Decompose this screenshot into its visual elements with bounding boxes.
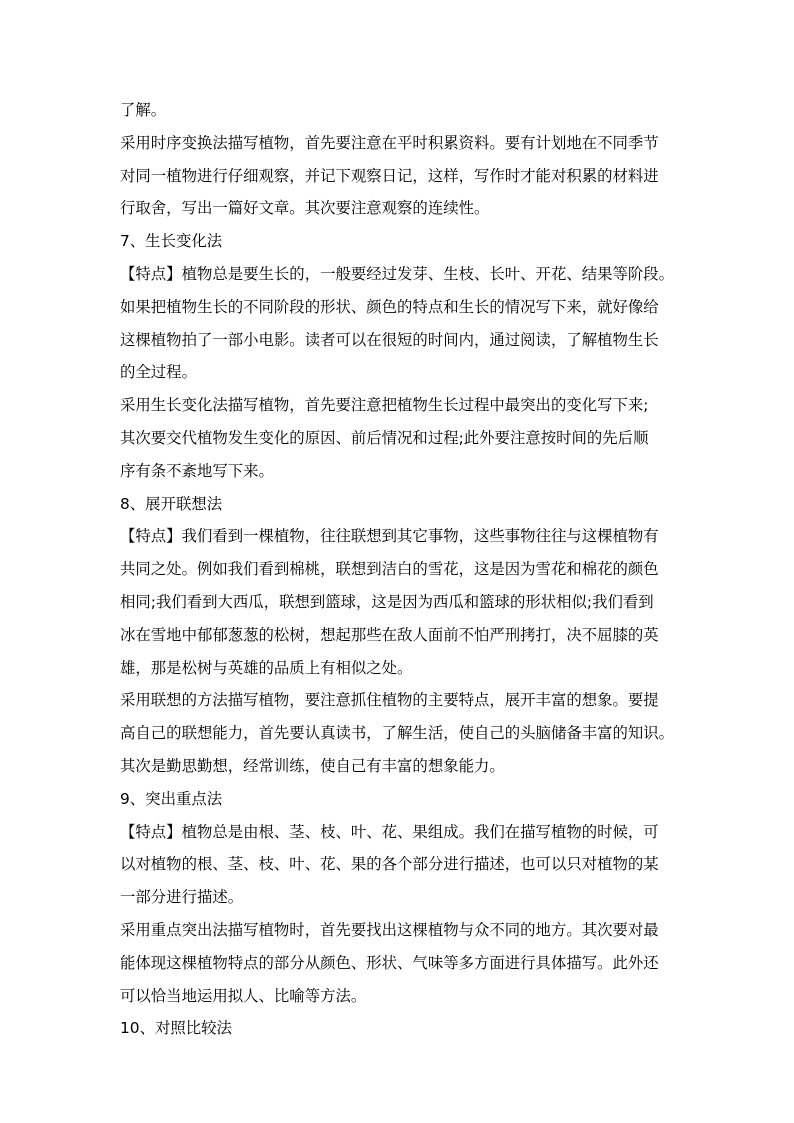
section-heading: 8、展开联想法	[120, 494, 223, 513]
text-line: 如果把植物生长的不同阶段的形状、颜色的特点和生长的情况写下来，就好像给	[120, 297, 659, 316]
text-line: 共同之处。例如我们看到棉桃，联想到洁白的雪花，这是因为雪花和棉花的颜色	[120, 560, 659, 579]
text-line: 这棵植物拍了一部小电影。读者可以在很短的时间内，通过阅读，了解植物生长	[120, 330, 659, 349]
text-line: 【特点】植物总是由根、茎、枝、叶、花、果组成。我们在描写植物的时候，可	[120, 822, 659, 841]
text-line: 的全过程。	[120, 363, 197, 382]
text-line: 采用重点突出法描写植物时，首先要找出这棵植物与众不同的地方。其次要对最	[120, 920, 659, 939]
text-line: 冰在雪地中郁郁葱葱的松树，想起那些在敌人面前不怕严刑拷打，决不屈膝的英	[120, 625, 659, 644]
text-line: 序有条不紊地写下来。	[120, 461, 274, 480]
text-line: 采用联想的方法描写植物，要注意抓住植物的主要特点，展开丰富的想象。要提	[120, 691, 659, 710]
text-line: 行取舍，写出一篇好文章。其次要注意观察的连续性。	[120, 199, 490, 218]
text-line: 对同一植物进行仔细观察，并记下观察日记，这样，写作时才能对积累的材料进	[120, 166, 659, 185]
text-line: 以对植物的根、茎、枝、叶、花、果的各个部分进行描述，也可以只对植物的某	[120, 855, 659, 874]
text-line: 采用时序变换法描写植物，首先要注意在平时积累资料。要有计划地在不同季节	[120, 133, 659, 152]
text-line: 采用生长变化法描写植物，首先要注意把植物生长过程中最突出的变化写下来;	[120, 396, 649, 415]
text-line: 其次要交代植物发生变化的原因、前后情况和过程;此外要注意按时间的先后顺	[120, 428, 649, 447]
text-line: 【特点】植物总是要生长的，一般要经过发芽、生枝、长叶、开花、结果等阶段。	[120, 264, 675, 283]
text-line: 能体现这棵植物特点的部分从颜色、形状、气味等多方面进行具体描写。此外还	[120, 953, 659, 972]
text-line: 了解。	[120, 101, 167, 119]
text-line: 【特点】我们看到一棵植物，往往联想到其它事物，这些事物往往与这棵植物有	[120, 527, 659, 546]
text-line: 高自己的联想能力，首先要认真读书，了解生活，使自己的头脑储备丰富的知识。	[120, 724, 675, 743]
document-body	[120, 94, 680, 1045]
text-line: 一部分进行描述。	[120, 888, 244, 907]
text-line: 其次是勤思勤想，经常训练，使自己有丰富的想象能力。	[120, 756, 505, 775]
section-heading: 10、对照比较法	[120, 1019, 232, 1038]
text-line: 可以恰当地运用拟人、比喻等方法。	[120, 986, 367, 1005]
text-line: 相同;我们看到大西瓜，联想到篮球，这是因为西瓜和篮球的形状相似;我们看到	[120, 592, 654, 611]
text-line: 雄，那是松树与英雄的品质上有相似之处。	[120, 658, 413, 677]
section-heading: 7、生长变化法	[120, 232, 223, 251]
section-heading: 9、突出重点法	[120, 789, 223, 808]
